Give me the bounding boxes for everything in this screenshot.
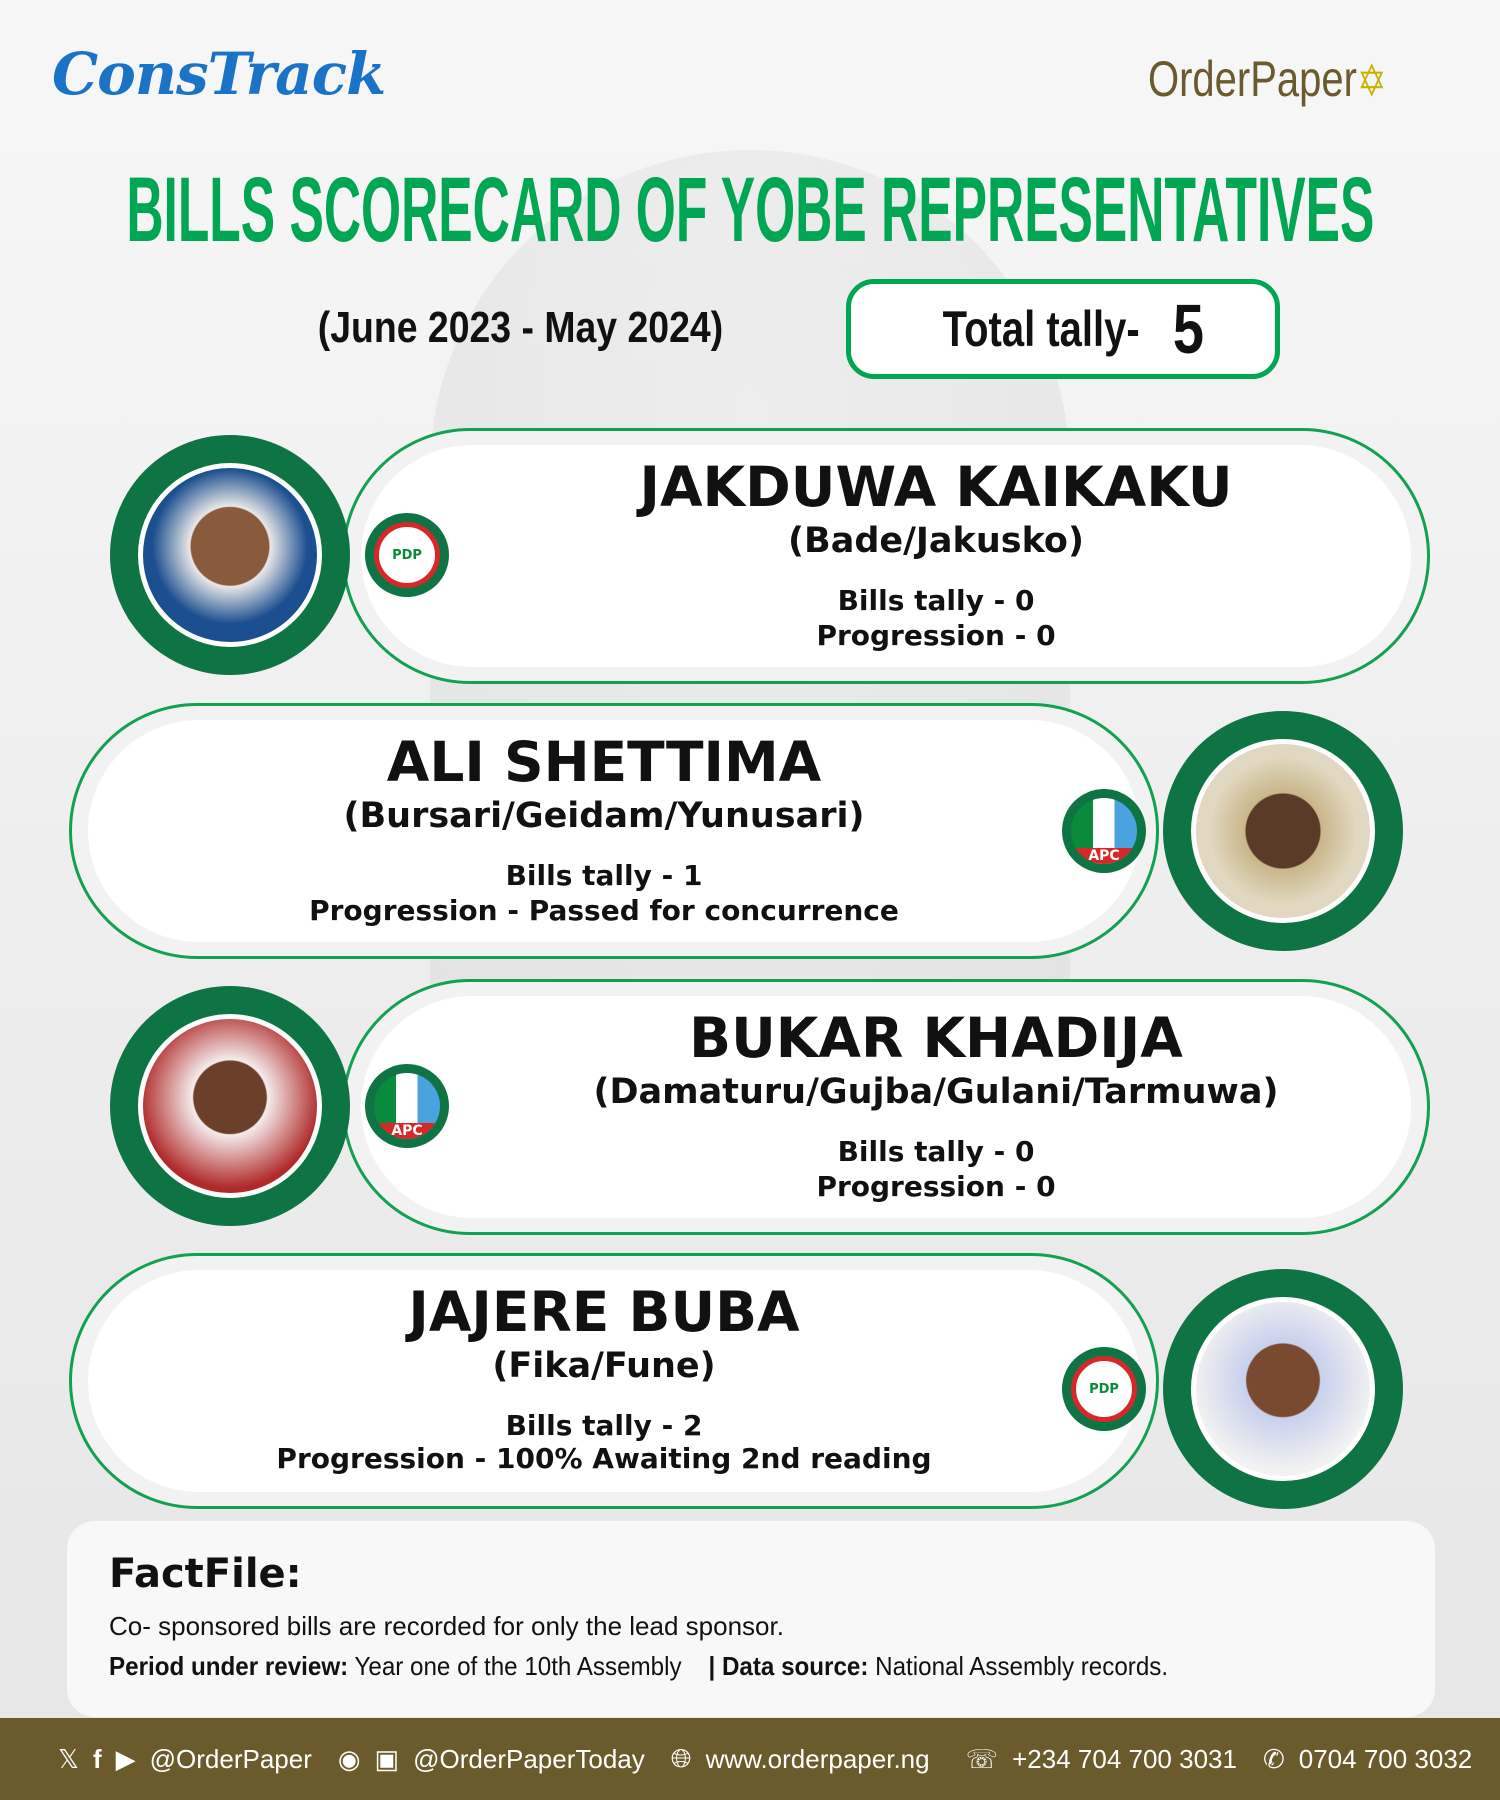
rep-card (342, 428, 1430, 684)
rep-constituency: (Damaturu/Gujba/Gulani/Tarmuwa) (593, 1072, 1279, 1112)
avatar (110, 435, 350, 675)
rep-progression: Progression - 100% Awaiting 2nd reading (276, 1442, 932, 1475)
rep-name: BUKAR KHADIJA (689, 1006, 1183, 1070)
factfile-box (67, 1521, 1435, 1717)
avatar (1163, 1269, 1403, 1509)
whatsapp-number[interactable]: 0704 700 3032 (1298, 1743, 1473, 1774)
website-link[interactable]: www.orderpaper.ng (705, 1743, 930, 1774)
rep-name: JAKDUWA KAIKAKU (639, 455, 1233, 519)
rep-photo (1191, 1297, 1375, 1481)
orderpaper-logo-text: OrderPaper (1148, 51, 1357, 107)
rep-progression: Progression - Passed for concurrence (309, 894, 899, 927)
source-value: National Assembly records. (868, 1651, 1169, 1681)
facebook-icon[interactable]: f (92, 1743, 102, 1774)
whatsapp-icon: ✆ (1262, 1743, 1285, 1774)
globe-icon: 🌐︎ (670, 1743, 692, 1773)
apc-logo (1062, 789, 1146, 873)
phone-icon: ☏ (965, 1743, 999, 1774)
social-handle[interactable]: @OrderPaper (149, 1743, 312, 1774)
pdp-logo (1062, 1347, 1146, 1431)
rep-name: JAJERE BUBA (408, 1280, 800, 1344)
broom-icon: APC (1071, 798, 1137, 864)
constrack-logo: ConsTrack (52, 40, 386, 108)
rep-photo (138, 463, 322, 647)
apc-logo (365, 1064, 449, 1148)
rep-constituency: (Bursari/Geidam/Yunusari) (343, 796, 865, 836)
factfile-note: Co- sponsored bills are recorded for only the lead sponsor. (109, 1611, 784, 1641)
rep-progression: Progression - 0 (816, 1170, 1056, 1203)
rep-name: ALI SHETTIMA (386, 730, 822, 794)
source-label: | Data source: (708, 1651, 869, 1681)
period-value: Year one of the 10th Assembly (348, 1651, 682, 1681)
threads-icon[interactable]: ◉ (337, 1743, 361, 1774)
rep-bills: Bills tally - 1 (505, 859, 703, 892)
page-title-wrap (0, 160, 1500, 260)
footer (0, 1718, 1500, 1800)
phone-number[interactable]: +234 704 700 3031 (1012, 1743, 1237, 1774)
umbrella-icon: PDP (1071, 1356, 1137, 1422)
total-tally-box (846, 279, 1280, 379)
factfile-heading: FactFile: (109, 1551, 302, 1597)
rep-constituency: (Bade/Jakusko) (788, 521, 1084, 561)
rep-card (69, 703, 1159, 959)
page-title: BILLS SCORECARD OF YOBE REPRESENTATIVES (125, 159, 1375, 261)
orderpaper-logo (1148, 50, 1386, 108)
rep-photo (1191, 739, 1375, 923)
rep-bills: Bills tally - 2 (505, 1409, 703, 1442)
factfile-period-source (109, 1651, 1168, 1682)
broom-icon: APC (374, 1073, 440, 1139)
rep-card (69, 1253, 1159, 1509)
pdp-logo (365, 513, 449, 597)
rep-card (342, 979, 1430, 1235)
rep-photo (138, 1014, 322, 1198)
avatar (1163, 711, 1403, 951)
period-wrap (220, 296, 820, 360)
knot-icon: ✡ (1356, 57, 1387, 106)
instagram-icon[interactable]: ▣ (374, 1743, 400, 1774)
rep-progression: Progression - 0 (816, 619, 1056, 652)
tally-value: 5 (1172, 290, 1204, 368)
umbrella-icon: PDP (374, 522, 440, 588)
rep-constituency: (Fika/Fune) (492, 1346, 716, 1386)
x-icon[interactable]: 𝕏 (58, 1743, 79, 1774)
rep-bills: Bills tally - 0 (837, 584, 1035, 617)
period-label: (June 2023 - May 2024) (317, 303, 723, 352)
rep-bills: Bills tally - 0 (837, 1135, 1035, 1168)
period-label: Period under review: (109, 1651, 349, 1681)
youtube-icon[interactable]: ▶ (115, 1743, 136, 1774)
tally-label: Total tally- (942, 301, 1141, 357)
avatar (110, 986, 350, 1226)
social-handle-2[interactable]: @OrderPaperToday (413, 1743, 645, 1774)
